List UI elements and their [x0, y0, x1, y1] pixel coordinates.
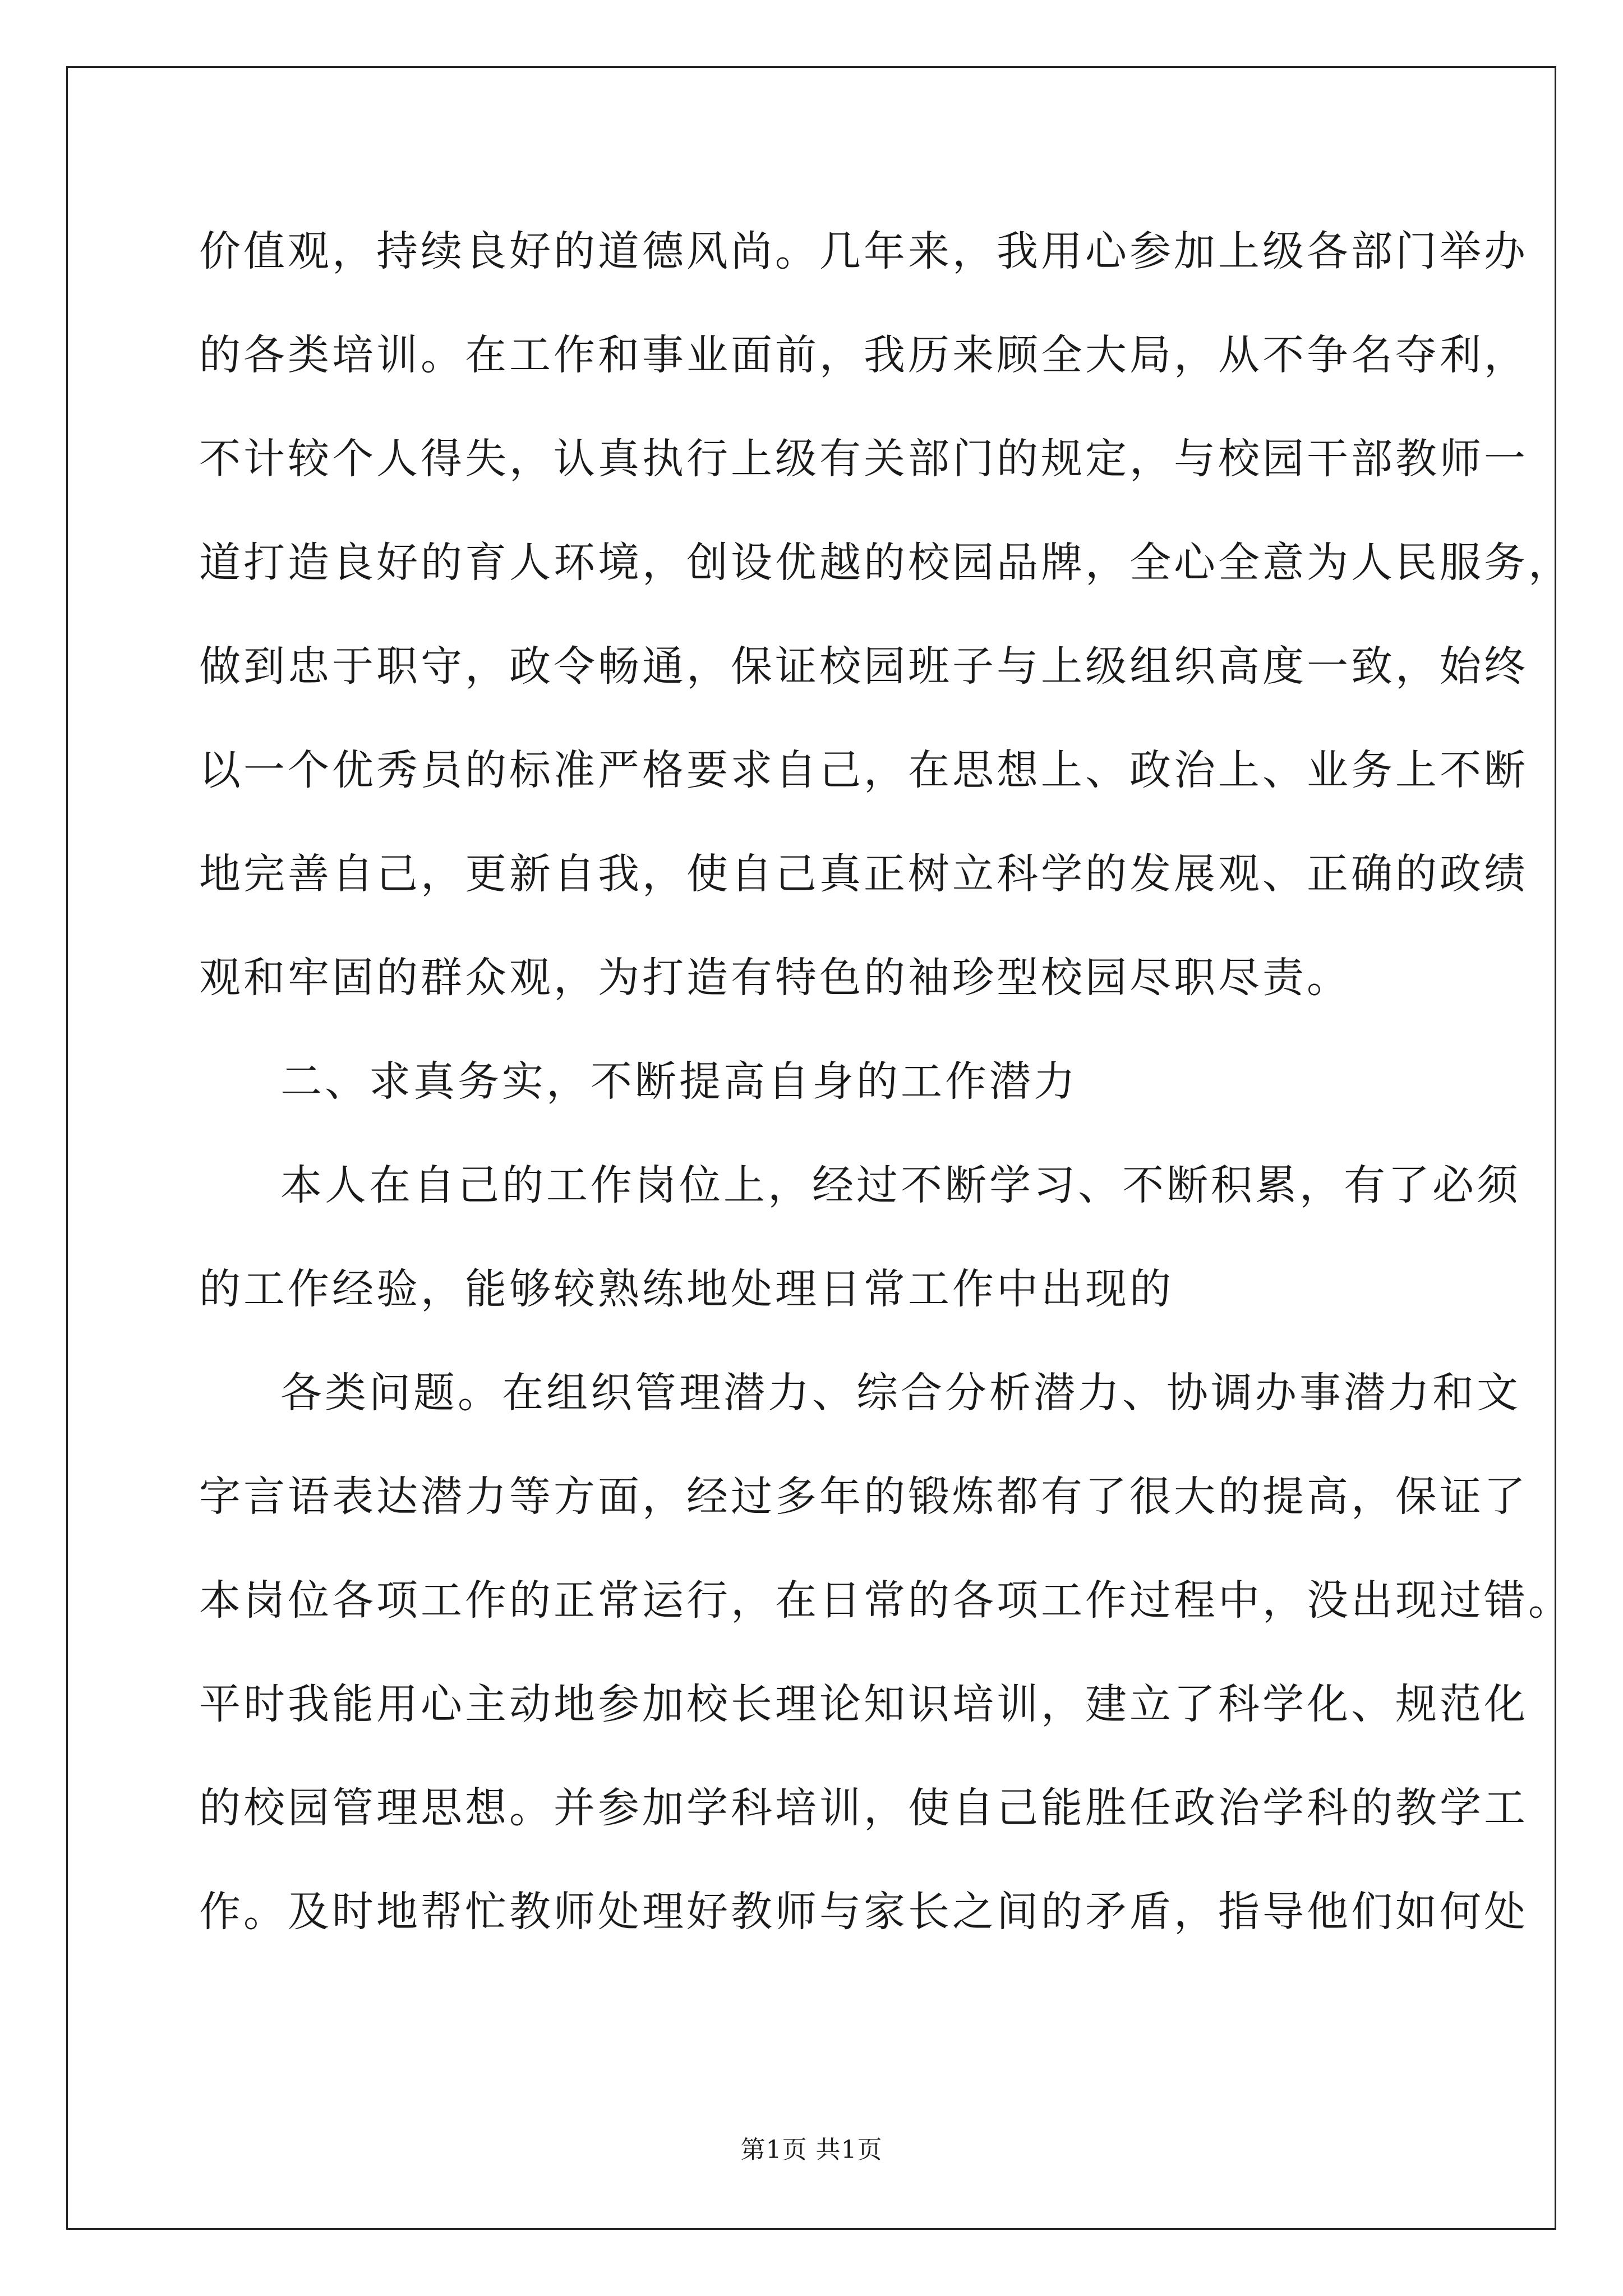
body-text-line: 的工作经验，能够较熟练地处理日常工作中出现的: [199, 1265, 1174, 1313]
body-text-line: 作。及时地帮忙教师处理好教师与家长之间的矛盾，指导他们如何处: [199, 1888, 1528, 1936]
body-text-line: 价值观，持续良好的道德风尚。几年来，我用心参加上级各部门举办: [199, 227, 1528, 275]
body-text-line: 本人在自己的工作岗位上，经过不断学习、不断积累，有了必须: [280, 1161, 1521, 1209]
section-heading: 二、求真务实，不断提高自身的工作潜力: [280, 1057, 1078, 1106]
body-text-line: 本岗位各项工作的正常运行，在日常的各项工作过程中，没出现过错。: [199, 1576, 1573, 1625]
body-text-line: 字言语表达潜力等方面，经过多年的锻炼都有了很大的提高，保证了: [199, 1473, 1528, 1521]
page-number-footer: 第1页 共1页: [740, 2136, 883, 2164]
body-text-line: 平时我能用心主动地参加校长理论知识培训，建立了科学化、规范化: [199, 1680, 1528, 1728]
body-text-line: 的各类培训。在工作和事业面前，我历来顾全大局，从不争名夺利，: [199, 331, 1528, 379]
body-text-line: 道打造良好的育人环境，创设优越的校园品牌，全心全意为人民服务，: [199, 539, 1573, 587]
body-text-line: 各类问题。在组织管理潜力、综合分析潜力、协调办事潜力和文: [280, 1369, 1521, 1417]
body-text-line: 以一个优秀员的标准严格要求自己，在思想上、政治上、业务上不断: [199, 746, 1528, 794]
body-text-line: 观和牢固的群众观，为打造有特色的袖珍型校园尽职尽责。: [199, 954, 1351, 1002]
body-text-line: 做到忠于职守，政令畅通，保证校园班子与上级组织高度一致，始终: [199, 642, 1528, 691]
body-text-line: 地完善自己，更新自我，使自己真正树立科学的发展观、正确的政绩: [199, 850, 1528, 898]
body-text-line: 不计较个人得失，认真执行上级有关部门的规定，与校园干部教师一: [199, 435, 1528, 483]
body-text-line: 的校园管理思想。并参加学科培训，使自己能胜任政治学科的教学工: [199, 1784, 1528, 1832]
